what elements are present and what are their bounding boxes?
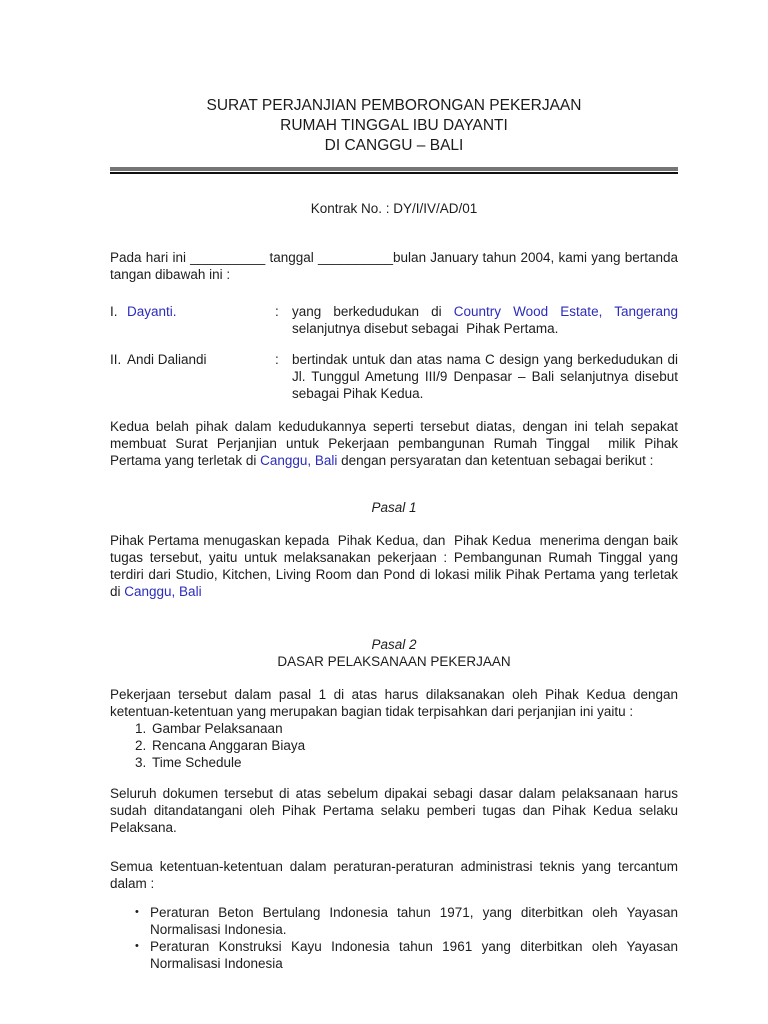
list-item [110, 754, 678, 771]
bullet-icon: • [135, 940, 139, 952]
contract-number: Kontrak No. : DY/I/IV/AD/01 [310, 201, 478, 216]
agreement-paragraph [110, 418, 682, 469]
party-description-text: selanjutnya disebut sebagai Pihak Pertama. [292, 304, 682, 336]
list-item-text: Rencana Anggaran Biaya [152, 738, 306, 753]
opening-paragraph: Pada hari ini __________ tanggal __________bulan January tahun 2004, kami yang bertanda tangan dibawah ini : [110, 250, 682, 282]
document-title [110, 96, 678, 156]
signing-paragraph: Seluruh dokumen tersebut di atas sebelum dipakai sebagi dasar dalam pelaksanaan harus sudah ditandatangani oleh Pihak Pertama selaku pemberi tugas dan Pihak Kedua selaku Pelaksana. [110, 786, 682, 835]
list-item-text: Peraturan Konstruksi Kayu Indonesia tahun 1961 yang diterbitkan oleh Yayasan Normalisasi Indonesia [150, 939, 682, 971]
agreement-text: Kedua belah pihak dalam kedudukannya seperti tersebut diatas, dengan ini telah sepakat membuat Surat Perjanjian untuk Pekerjaan pembangunan Rumah Tinggal milik Pihak Pertama yang terletak di [110, 419, 682, 468]
list-number: 1. [135, 721, 147, 736]
pasal2-heading: Pasal 2 [371, 637, 417, 652]
party-numeral: I. [110, 304, 118, 319]
list-item-text: Gambar Pelaksanaan [152, 721, 283, 736]
location-highlight: Canggu, Bali [124, 584, 202, 599]
bullet-icon: • [135, 906, 139, 918]
list-item [110, 938, 682, 972]
document-content [110, 0, 682, 972]
pasal1-text: Pihak Pertama menugaskan kepada Pihak Kedua, dan Pihak Kedua menerima dengan baik tugas tersebut, yaitu untuk melaksanakan pekerjaan : Pembangunan Rumah Tinggal yang terdiri dari Studio, Kitchen, Living Room dan Pond di lokasi milik Pihak Pertama yang terletak di [110, 533, 682, 599]
list-item [110, 904, 682, 938]
list-item [110, 737, 678, 754]
list-number: 2. [135, 738, 147, 753]
list-item-text: Peraturan Beton Bertulang Indonesia tahun 1971, yang diterbitkan oleh Yayasan Normalisasi Indonesia. [150, 905, 682, 937]
document-title-line-2: RUMAH TINGGAL IBU DAYANTI [280, 117, 508, 134]
pasal2-heading-block [110, 636, 678, 670]
party-location-highlight: Country Wood Estate, Tangerang [453, 304, 679, 319]
title-divider-rule [110, 167, 678, 174]
pasal1-body [110, 532, 682, 600]
party-numeral: II. [110, 352, 122, 367]
party-description-text: yang berkedudukan di [292, 304, 454, 319]
party-row-second [110, 351, 682, 402]
party-description [292, 351, 682, 402]
document-title-line-1: SURAT PERJANJIAN PEMBORONGAN PEKERJAAN [206, 97, 582, 114]
party-colon: : [275, 304, 279, 319]
party-name: Dayanti. [127, 304, 177, 319]
bullet-list [110, 904, 682, 972]
party-name: Andi Daliandi [127, 352, 207, 367]
list-item-text: Time Schedule [152, 755, 242, 770]
numbered-list [110, 720, 678, 771]
pasal2-intro-paragraph: Pekerjaan tersebut dalam pasal 1 di atas harus dilaksanakan oleh Pihak Kedua dengan ketentuan-ketentuan yang merupakan bagian tidak terpisahkan dari perjanjian ini yaitu : [110, 687, 682, 719]
location-highlight: Canggu, Bali [260, 453, 338, 468]
document-title-line-3: DI CANGGU – BALI [324, 137, 464, 154]
party-row-first [110, 303, 682, 337]
party-colon: : [275, 352, 279, 367]
party-description [292, 303, 682, 337]
pasal2-subheading: DASAR PELAKSANAAN PEKERJAAN [277, 654, 511, 669]
regulations-intro-paragraph: Semua ketentuan-ketentuan dalam peraturan-peraturan administrasi teknis yang tercantum dalam : [110, 859, 682, 891]
agreement-text: dengan persyaratan dan ketentuan sebagai berikut : [337, 453, 654, 468]
list-item [110, 720, 678, 737]
list-number: 3. [135, 755, 147, 770]
party-description-text: bertindak untuk dan atas nama C design yang berkedudukan di Jl. Tunggul Ametung III/9 Denpasar – Bali selanjutnya disebut sebagai Pihak Kedua. [292, 352, 682, 401]
pasal1-heading: Pasal 1 [371, 500, 417, 515]
